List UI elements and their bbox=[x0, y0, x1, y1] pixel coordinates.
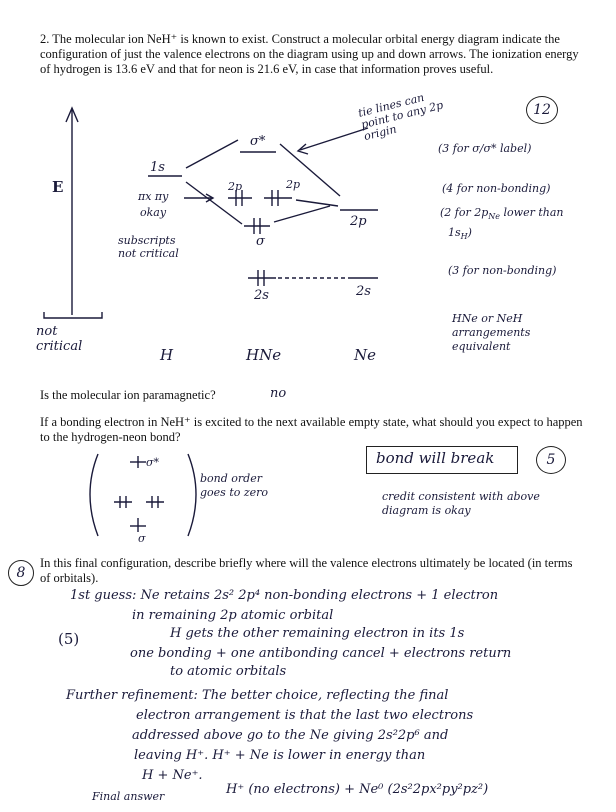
question-paramagnetic: Is the molecular ion paramagnetic? bbox=[40, 388, 216, 402]
column-h-label: H bbox=[160, 346, 174, 364]
question-2-text: 2. The molecular ion NeH⁺ is known to exist. Construct a molecular orbital energy diagram indicate the configuration of just the valence electrons on the diagram using up and down arrows. The ionization energy of hydrogen is 13.6 eV and that for neon is 21.6 eV, in case that information proves useful. bbox=[40, 32, 579, 76]
tie-lines-note: tie lines can point to any 2p origin bbox=[356, 90, 445, 144]
mo-2p-label-left: 2p bbox=[228, 180, 243, 193]
answer-line-3: H gets the other remaining electron in its 1s bbox=[170, 626, 465, 641]
excited-sigma-label: σ bbox=[138, 532, 146, 545]
column-ne-label: Ne bbox=[354, 346, 377, 364]
grading-note-nonbonding-3: (3 for non-bonding) bbox=[448, 264, 557, 277]
grading-note-nonbonding-4: (4 for non-bonding) bbox=[442, 182, 551, 195]
sigma-label: σ bbox=[256, 234, 265, 249]
answer-line-7: electron arrangement is that the last two electrons bbox=[136, 708, 474, 723]
okay-label: okay bbox=[140, 206, 167, 219]
mo-2s-label: 2s bbox=[254, 288, 269, 303]
not-critical-note: not critical bbox=[36, 324, 83, 354]
grading-1s: 1s bbox=[448, 226, 461, 239]
ne-2p-label: 2p bbox=[350, 214, 367, 229]
answer-line-10: H + Ne⁺. bbox=[142, 768, 203, 783]
question-excited: If a bonding electron in NeH⁺ is excited to the next available empty state, what should you expect to happen to the hydrogen-neon bond? bbox=[40, 415, 583, 444]
answer-line-2: in remaining 2p atomic orbital bbox=[132, 608, 334, 623]
score-8: 8 bbox=[16, 565, 26, 581]
bond-order-note: bond order goes to zero bbox=[200, 472, 269, 499]
answer-line-8: addressed above go to the Ne giving 2s²2p⁶ and bbox=[132, 728, 449, 743]
mo-2p-label-right: 2p bbox=[286, 178, 301, 191]
question-final: In this final configuration, describe briefly where will the valence electrons ultimately be located (in terms of orbitals). bbox=[40, 556, 573, 585]
score-12: 12 bbox=[533, 102, 551, 118]
grading-note-1s-h bbox=[448, 226, 472, 241]
bond-will-break-answer: bond will break bbox=[376, 449, 495, 467]
final-answer-value: H⁺ (no electrons) + Ne⁰ (2s²2px²py²pz²) bbox=[226, 782, 489, 797]
final-answer-label: Final answer bbox=[92, 790, 165, 803]
paramagnetic-answer: no bbox=[270, 386, 287, 401]
excited-sigma-star-label: σ* bbox=[146, 456, 160, 469]
pi-labels: πx πy bbox=[138, 190, 169, 203]
side-score-5: (5) bbox=[58, 630, 80, 648]
grading-1s-h-sub: H bbox=[460, 232, 468, 242]
column-hne-label: HNe bbox=[246, 346, 282, 364]
score-12-circle bbox=[526, 96, 558, 124]
grading-note-2p-lower bbox=[440, 206, 563, 221]
answer-line-1: 1st guess: Ne retains 2s² 2p⁴ non-bonding electrons + 1 electron bbox=[70, 588, 499, 603]
ne-2s-label: 2s bbox=[356, 284, 371, 299]
score-5: 5 bbox=[546, 452, 556, 468]
arrangement-equivalent-note: HNe or NeH arrangements equivalent bbox=[452, 312, 531, 353]
grading-note-sigma: (3 for σ/σ* label) bbox=[438, 142, 532, 155]
credit-consistent-note: credit consistent with above diagram is okay bbox=[382, 490, 540, 517]
answer-line-4: one bonding + one antibonding cancel + electrons return bbox=[130, 646, 512, 661]
score-8-circle bbox=[8, 560, 34, 586]
answer-line-5: to atomic orbitals bbox=[170, 664, 287, 679]
answer-line-9: leaving H⁺. H⁺ + Ne is lower in energy than bbox=[134, 748, 426, 763]
score-5-circle bbox=[536, 446, 566, 474]
energy-axis-label: E bbox=[52, 178, 64, 196]
h-1s-label: 1s bbox=[150, 160, 165, 175]
grading-close-paren: ) bbox=[467, 226, 472, 239]
answer-line-6: Further refinement: The better choice, reflecting the final bbox=[66, 688, 449, 703]
grading-2p-prefix: (2 for 2p bbox=[440, 206, 489, 219]
grading-2p-ne-sub: Ne bbox=[488, 212, 501, 222]
subscripts-note: subscripts not critical bbox=[118, 234, 179, 260]
sigma-star-label: σ* bbox=[250, 134, 266, 149]
grading-lower-than: lower than bbox=[503, 206, 564, 219]
